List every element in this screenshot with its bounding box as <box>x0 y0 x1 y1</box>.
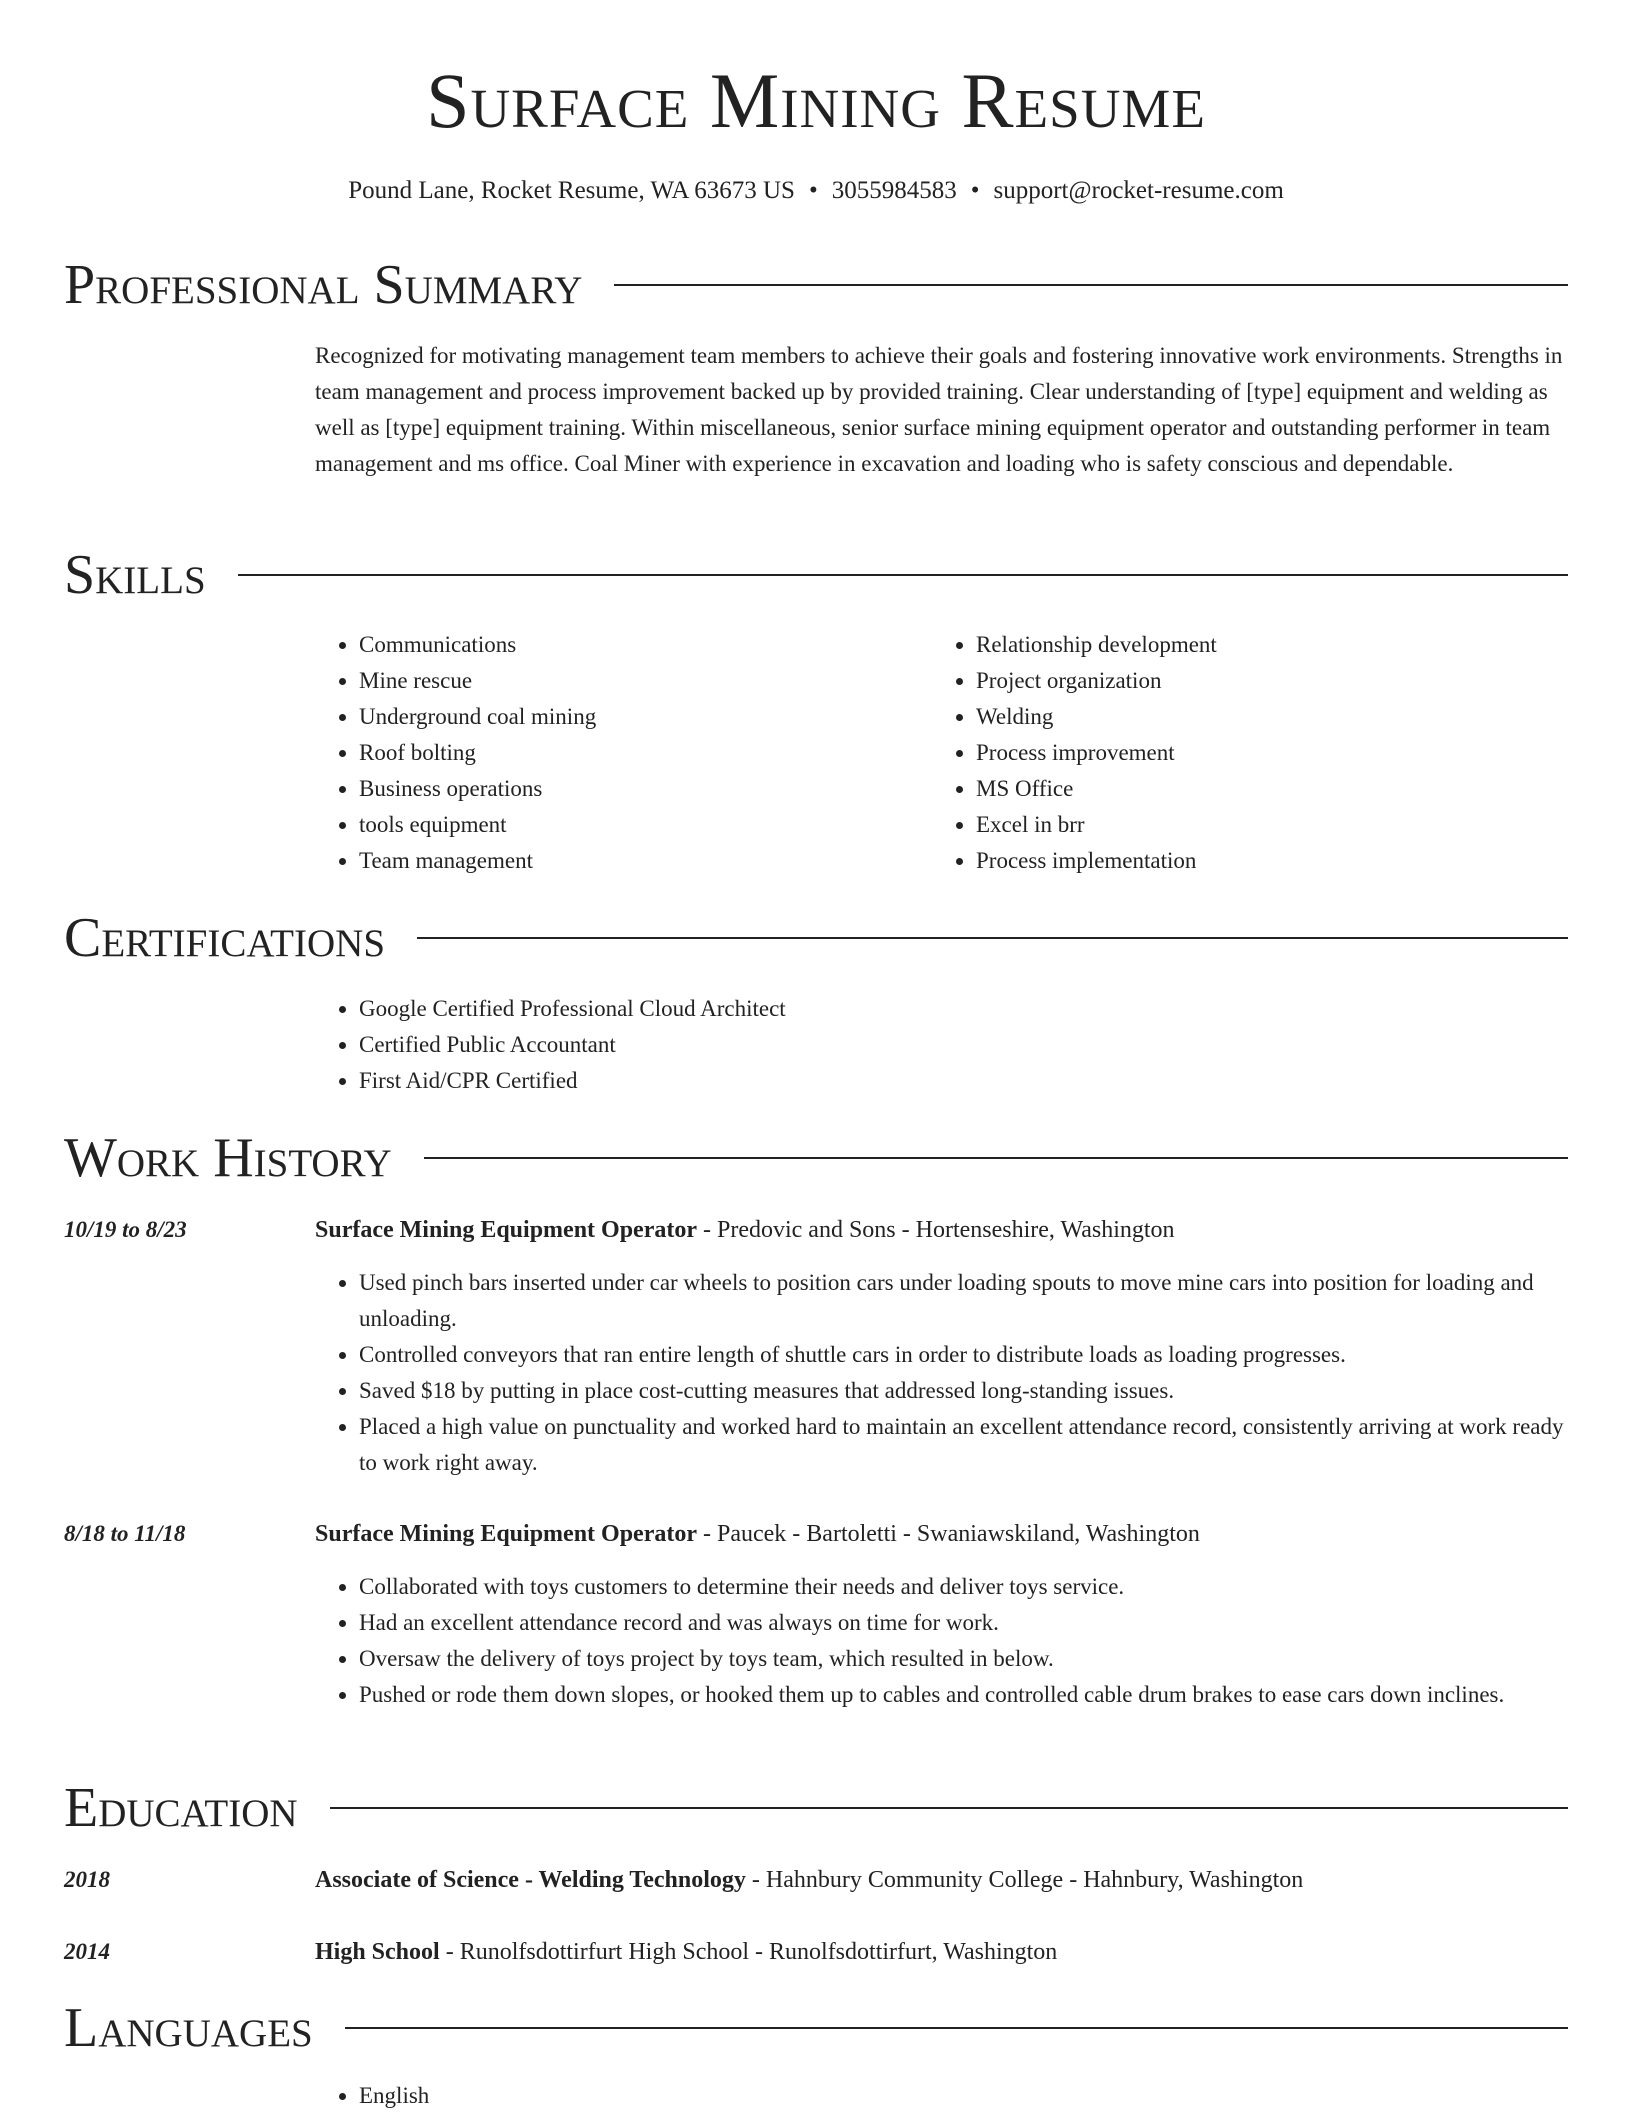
skills-section <box>64 545 1568 605</box>
summary-text: Recognized for motivating management team members to achieve their goals and fostering innovative work environments. Strengths in team management and process improvement backed up by provided training. Clear understanding of [type] equipment and welding as well as [type] equipment training. Within miscellaneous, senior surface mining equipment operator and outstanding performer in team management and ms office. Coal Miner with experience in excavation and loading who is safety conscious and dependable. <box>315 343 1563 476</box>
languages-body <box>315 2078 1568 2114</box>
section-title-languages: Languages <box>64 1997 313 2059</box>
contact-phone: 3055984583 <box>831 177 957 204</box>
section-title-certifications: Certifications <box>64 907 386 969</box>
section-divider <box>424 1157 1568 1159</box>
section-title-summary: Professional Summary <box>64 254 583 316</box>
job-bullet: • Used pinch bars inserted under car wheels to position cars under loading spouts to move mine cars into position for loading and unloading. <box>359 1265 1568 1337</box>
resume-page <box>64 0 1568 2112</box>
section-title-education: Education <box>64 1777 298 1839</box>
skill-item: • MS Office <box>976 771 1549 807</box>
summary-section <box>64 255 1568 315</box>
skill-item: • Project organization <box>976 663 1549 699</box>
job-bullet: • Controlled conveyors that ran entire length of shuttle cars in order to distribute loads as loading progresses. <box>359 1337 1568 1373</box>
education-degree: Associate of Science - Welding Technology <box>315 1867 746 1893</box>
job-bullet: • Oversaw the delivery of toys project by toys team, which resulted in below. <box>359 1641 1568 1677</box>
work-history-section <box>64 1128 1568 1188</box>
section-header <box>64 255 1568 315</box>
skill-item: • Process implementation <box>976 843 1549 879</box>
education-heading <box>315 1934 1057 1970</box>
education-degree: High School <box>315 1939 440 1965</box>
languages-list <box>315 2078 1568 2114</box>
job-bullets <box>315 1265 1568 1481</box>
job-bullet: • Pushed or rode them down slopes, or hooked them up to cables and controlled cable drum brakes to ease cars down inclines. <box>359 1677 1568 1713</box>
skill-item: • Excel in brr <box>976 807 1549 843</box>
job-heading <box>315 1516 1200 1552</box>
job-bullet: • Had an excellent attendance record and was always on time for work. <box>359 1605 1568 1641</box>
skills-body <box>315 627 1568 879</box>
education-year: 2018 <box>64 1867 110 1892</box>
certifications-section <box>64 908 1568 968</box>
contact-separator: • <box>970 177 980 204</box>
certifications-body <box>315 991 1568 1099</box>
skills-list-left <box>315 627 932 879</box>
skill-item: • Business operations <box>359 771 932 807</box>
section-header <box>64 908 1568 968</box>
job-employer-location: - Predovic and Sons - Hortenseshire, Washington <box>697 1217 1175 1243</box>
job-bullet: • Placed a high value on punctuality and worked hard to maintain an excellent attendance record, consistently arriving at work ready to work right away. <box>359 1409 1568 1481</box>
contact-email: support@rocket-resume.com <box>993 177 1284 204</box>
contact-line <box>64 174 1568 208</box>
skill-item: • tools equipment <box>359 807 932 843</box>
skill-item: • Communications <box>359 627 932 663</box>
job-title: Surface Mining Equipment Operator <box>315 1521 697 1547</box>
job-bullets <box>315 1569 1568 1713</box>
job-heading <box>315 1212 1175 1248</box>
section-header <box>64 1998 1568 2058</box>
skill-item: • Process improvement <box>976 735 1549 771</box>
certification-item: • First Aid/CPR Certified <box>359 1063 1568 1099</box>
education-heading <box>315 1862 1303 1898</box>
languages-section <box>64 1998 1568 2058</box>
certification-item: • Certified Public Accountant <box>359 1027 1568 1063</box>
skills-list-right <box>932 627 1549 879</box>
education-section <box>64 1778 1568 1838</box>
job-employer-location: - Paucek - Bartoletti - Swaniawskiland, Washington <box>697 1521 1200 1547</box>
skill-item: • Relationship development <box>976 627 1549 663</box>
section-title-work-history: Work History <box>64 1127 392 1189</box>
resume-title: Surface Mining Resume <box>426 57 1206 144</box>
section-divider <box>417 937 1568 939</box>
contact-separator: • <box>808 177 818 204</box>
skill-item: • Welding <box>976 699 1549 735</box>
section-divider <box>330 1807 1568 1809</box>
job-dates: 10/19 to 8/23 <box>64 1217 187 1242</box>
skill-item: • Underground coal mining <box>359 699 932 735</box>
skill-item: • Roof bolting <box>359 735 932 771</box>
job-title: Surface Mining Equipment Operator <box>315 1217 697 1243</box>
skill-item: • Team management <box>359 843 932 879</box>
language-item: • English <box>359 2078 1568 2114</box>
contact-address: Pound Lane, Rocket Resume, WA 63673 US <box>348 177 795 204</box>
job-bullet: • Saved $18 by putting in place cost-cutting measures that addressed long-standing issues. <box>359 1373 1568 1409</box>
education-school-location: - Runolfsdottirfurt High School - Runolfsdottirfurt, Washington <box>439 1939 1058 1965</box>
section-title-skills: Skills <box>64 544 206 606</box>
section-divider <box>614 284 1568 286</box>
section-header <box>64 545 1568 605</box>
section-divider <box>345 2027 1568 2029</box>
skill-item: • Mine rescue <box>359 663 932 699</box>
job-dates: 8/18 to 11/18 <box>64 1521 186 1546</box>
education-year: 2014 <box>64 1939 110 1964</box>
education-school-location: - Hahnbury Community College - Hahnbury, Washington <box>745 1867 1304 1893</box>
section-header <box>64 1778 1568 1838</box>
summary-body <box>315 338 1568 482</box>
skills-grid <box>315 627 1568 879</box>
certifications-list <box>315 991 1568 1099</box>
certification-item: • Google Certified Professional Cloud Architect <box>359 991 1568 1027</box>
section-header <box>64 1128 1568 1188</box>
section-divider <box>238 574 1568 576</box>
job-bullet: • Collaborated with toys customers to determine their needs and deliver toys service. <box>359 1569 1568 1605</box>
